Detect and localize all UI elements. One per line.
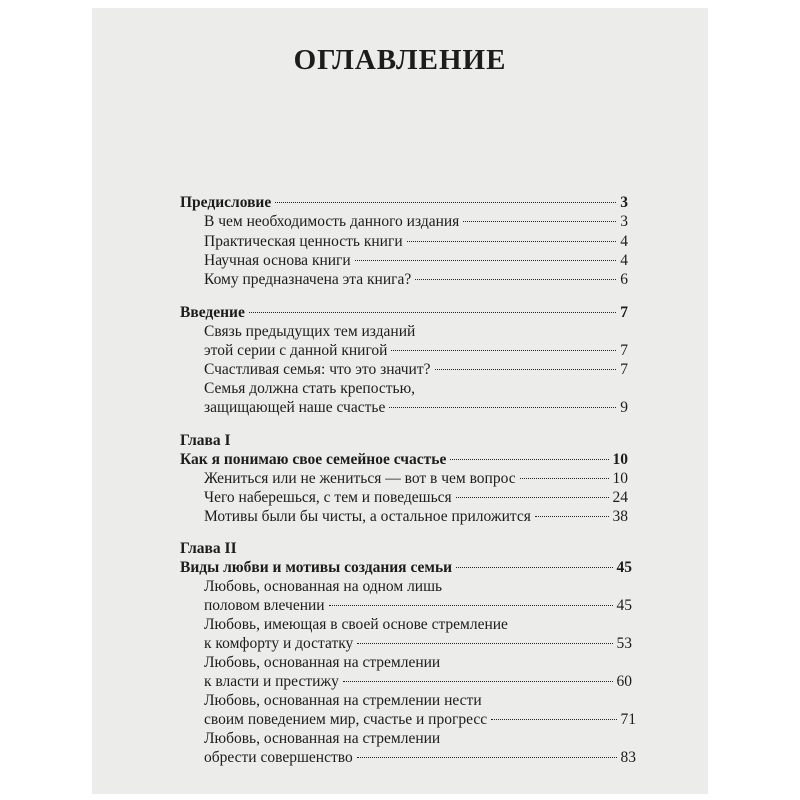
page-number: 4 (620, 252, 628, 269)
toc-label-line: Любовь, имеющая в своей основе стремление (204, 616, 508, 633)
toc-entry (204, 597, 632, 615)
toc-label: Кому предназначена эта книга? (204, 271, 412, 288)
dot-leader (456, 497, 609, 498)
toc-entry (204, 489, 628, 507)
toc-entry (204, 233, 628, 251)
toc-label: В чем необходимость данного издания (204, 213, 460, 230)
toc-entry-preface (180, 194, 628, 212)
page-number: 38 (612, 508, 628, 525)
page-number: 45 (616, 559, 632, 576)
toc-label-line: Любовь, основанная на одном лишь (204, 578, 443, 595)
page-number: 45 (616, 597, 632, 614)
toc-label-line: Любовь, основанная на стремлении (204, 730, 441, 747)
page-number: 3 (620, 194, 628, 211)
toc-label: Мотивы были бы чисты, а остальное приложится (204, 508, 531, 525)
toc-heading: Предисловие (180, 194, 272, 211)
page-number: 60 (616, 673, 632, 690)
toc-entry (204, 399, 628, 417)
dot-leader (329, 605, 613, 606)
toc-entry (204, 213, 628, 231)
toc-heading: Виды любви и мотивы создания семьи (180, 559, 453, 576)
chapter-heading: Глава II (180, 540, 237, 557)
toc-entry (204, 711, 636, 729)
dot-leader (450, 459, 608, 460)
dot-leader (389, 407, 616, 408)
dot-leader (435, 369, 617, 370)
toc-label-line: Семья должна стать крепостью, (204, 380, 416, 397)
dot-leader (491, 719, 616, 720)
toc-entry (204, 252, 628, 270)
toc-label: этой серии с данной книгой (204, 342, 388, 359)
toc-entry-chapter2 (180, 559, 632, 577)
toc-label: защищающей наше счастье (204, 399, 386, 416)
dot-leader (520, 478, 609, 479)
dot-leader (357, 757, 617, 758)
page-number: 3 (620, 213, 628, 230)
toc-label: к власти и престижу (204, 673, 339, 690)
toc-entry (204, 271, 628, 289)
dot-leader (456, 567, 612, 568)
toc-entry (204, 361, 628, 379)
toc-label-line: Любовь, основанная на стремлении (204, 654, 441, 671)
toc-label: обрести совершенство (204, 749, 353, 766)
toc-entry (204, 508, 628, 526)
page-number: 24 (612, 489, 628, 506)
toc-entry-intro (180, 304, 628, 322)
toc-heading: Как я понимаю свое семейное счастье (180, 451, 447, 468)
dot-leader (275, 202, 616, 203)
toc-entry (204, 635, 632, 653)
page-number: 9 (620, 399, 628, 416)
toc-entry (204, 673, 632, 691)
toc-label: своим поведением мир, счастье и прогресс (204, 711, 488, 728)
page-title: ОГЛАВЛЕНИЕ (293, 44, 507, 76)
dot-leader (535, 516, 609, 517)
toc-heading: Введение (180, 304, 245, 321)
toc-entry (204, 342, 628, 360)
dot-leader (355, 260, 617, 261)
toc-label: Счастливая семья: что это значит? (204, 361, 431, 378)
dot-leader (463, 221, 616, 222)
toc-entry-chapter1 (180, 451, 628, 469)
toc-label-line: Любовь, основанная на стремлении нести (204, 692, 482, 709)
dot-leader (249, 312, 616, 313)
toc-label: Жениться или не жениться — вот в чем вопрос (204, 470, 516, 487)
toc-label: Практическая ценность книги (204, 233, 403, 250)
dot-leader (415, 279, 616, 280)
toc-label-line: Связь предыдущих тем изданий (204, 323, 416, 340)
page-number: 83 (620, 749, 636, 766)
chapter-heading: Глава I (180, 432, 231, 449)
toc-entry (204, 749, 636, 767)
page-number: 7 (620, 342, 628, 359)
dot-leader (391, 350, 616, 351)
dot-leader (357, 643, 612, 644)
toc-label: к комфорту и достатку (204, 635, 354, 652)
dot-leader (407, 241, 617, 242)
page-number: 6 (620, 271, 628, 288)
toc-entry (204, 470, 628, 488)
toc-label: половом влечении (204, 597, 325, 614)
page-number: 53 (616, 635, 632, 652)
page-number: 10 (612, 470, 628, 487)
toc-label: Научная основа книги (204, 252, 351, 269)
page-number: 4 (620, 233, 628, 250)
page-number: 7 (620, 361, 628, 378)
page-number: 7 (620, 304, 628, 321)
page-number: 71 (620, 711, 636, 728)
toc-label: Чего наберешься, с тем и поведешься (204, 489, 452, 506)
dot-leader (343, 681, 613, 682)
page-number: 10 (612, 451, 628, 468)
